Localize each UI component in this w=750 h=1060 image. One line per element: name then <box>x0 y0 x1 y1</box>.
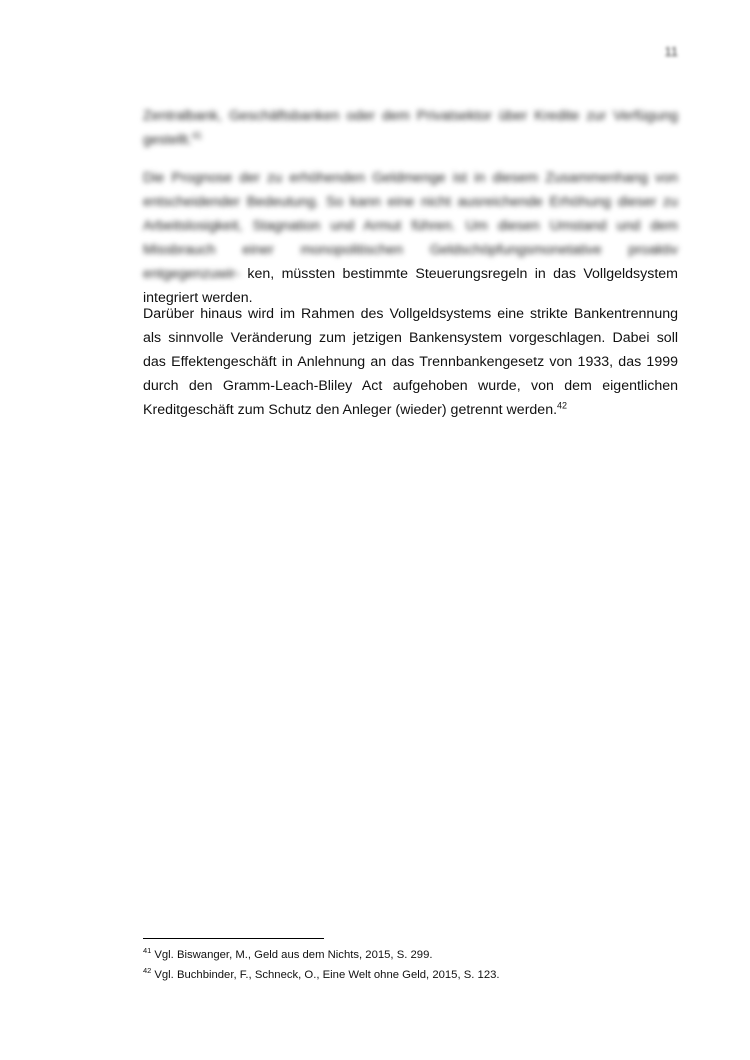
paragraph-3-text: Darüber hinaus wird im Rahmen des Vollgeldsystems eine strikte Bankentrennung als sinnvolle Veränderung zum jetzigen Bankensystem vorgeschlagen. Dabei soll das Effektengeschäft in Anlehnung an das Trennbankengesetz von 1933, das 1999 durch den Gramm-Leach-Bliley Act aufgehoben wurde, von dem eigentlichen Kreditgeschäft zum Schutz den Anleger (wieder) getrennt werden. <box>143 306 678 418</box>
paragraph-2 <box>143 166 678 310</box>
footnote-text: Vgl. Buchbinder, F., Schneck, O., Eine Welt ohne Geld, 2015, S. 123. <box>154 969 500 981</box>
footnote-42 <box>143 968 500 982</box>
footnote-41 <box>143 948 433 962</box>
footnote-number: 42 <box>143 966 152 976</box>
footnote-separator <box>143 938 324 939</box>
footnote-number: 41 <box>143 946 152 956</box>
footnote-ref-42: 42 <box>557 400 568 411</box>
paragraph-1 <box>143 104 678 152</box>
page-number: 11 <box>664 44 678 59</box>
footnote-ref-41: 41 <box>191 130 202 141</box>
footnote-text: Vgl. Biswanger, M., Geld aus dem Nichts, 2015, S. 299. <box>154 949 433 961</box>
paragraph-2-visible-text: ken, müssten bestimmte Steuerungsregeln in das Vollgeldsystem integriert werden. <box>143 266 678 306</box>
paragraph-1-text: Zentralbank, Geschäftsbanken oder dem Privatsektor über Kredite zur Verfügung gestellt. <box>143 108 678 148</box>
paragraph-3 <box>143 302 678 422</box>
paragraph-2-blurred-text: Die Prognose der zu erhöhenden Geldmenge ist in diesem Zusammenhang von entscheidender Bedeutung. So kann eine nicht ausreichende Erhöhung dieser zu Arbeitslosigkeit, Stagnation und Armut führen. Um diesen Umstand und dem Missbrauch einer monopolitischen Geldschöpfungsmonetative proaktiv entgegenzuwir- <box>143 170 678 282</box>
